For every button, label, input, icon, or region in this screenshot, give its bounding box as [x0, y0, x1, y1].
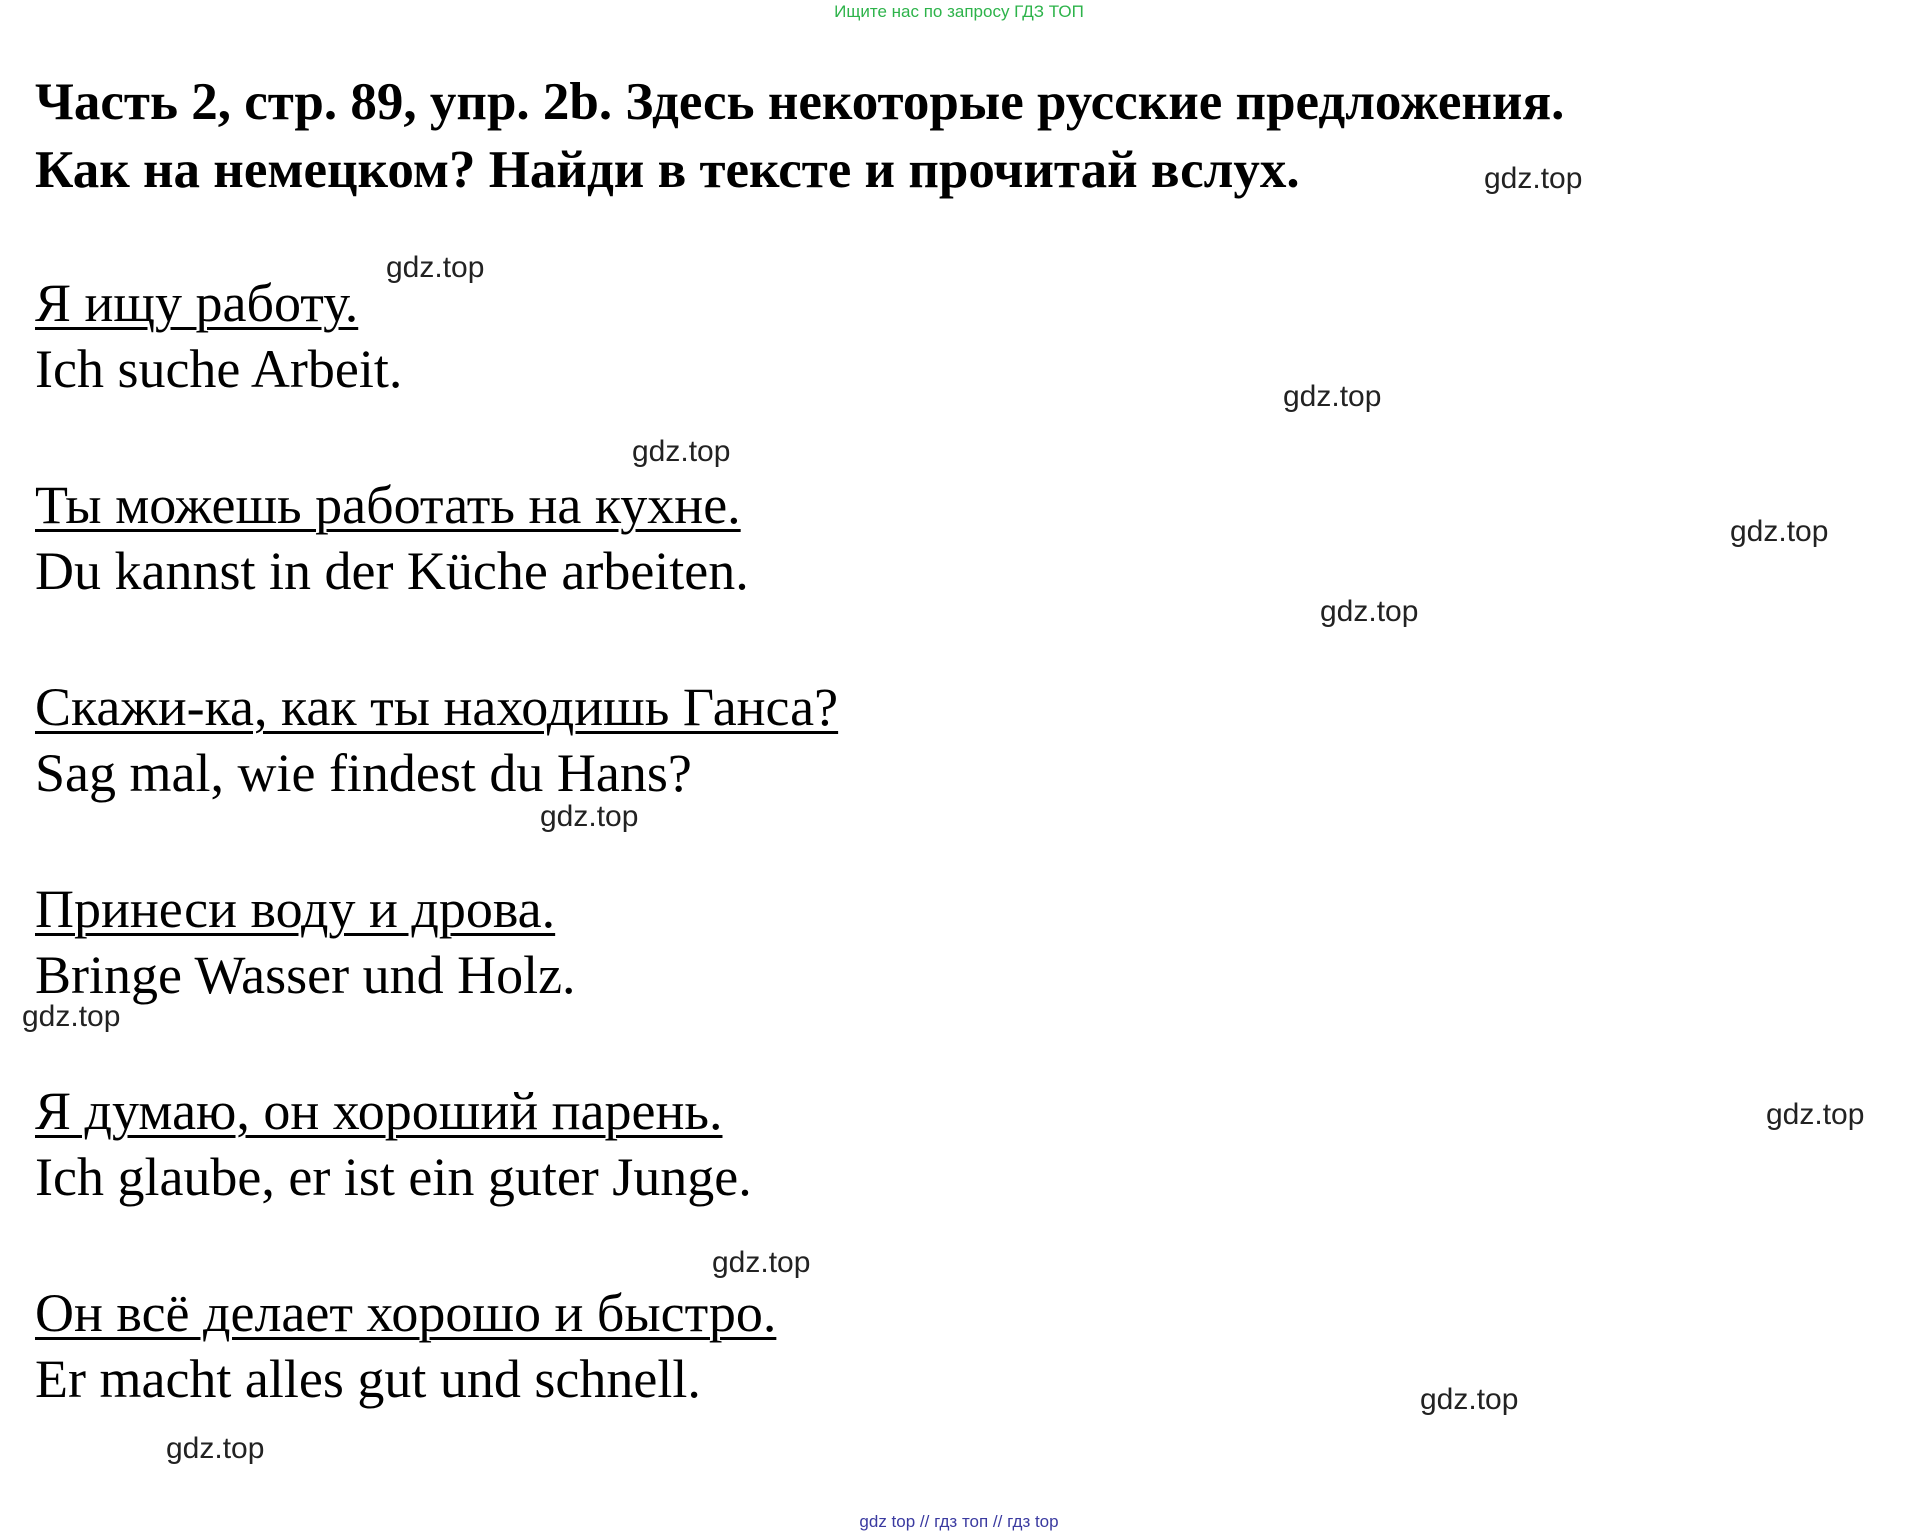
russian-sentence: Я думаю, он хороший парень.	[35, 1081, 723, 1141]
russian-sentence: Он всё делает хорошо и быстро.	[35, 1283, 777, 1343]
watermark: gdz.top	[166, 1432, 265, 1465]
russian-sentence: Ты можешь работать на кухне.	[35, 475, 741, 535]
watermark: gdz.top	[1766, 1098, 1865, 1131]
bottom-promo-text: gdz top // гдз топ // гдз top	[859, 1512, 1059, 1531]
sentence-pair-4	[35, 876, 576, 1008]
watermark: gdz.top	[22, 1000, 121, 1033]
german-translation: Bringe Wasser und Holz.	[35, 945, 576, 1005]
russian-sentence: Я ищу работу.	[35, 273, 359, 333]
watermark: gdz.top	[712, 1246, 811, 1279]
watermark: gdz.top	[1320, 595, 1419, 628]
watermark: gdz.top	[1283, 380, 1382, 413]
watermark: gdz.top	[1730, 515, 1829, 548]
sentence-pair-3	[35, 674, 838, 806]
watermark: gdz.top	[632, 435, 731, 468]
german-translation: Er macht alles gut und schnell.	[35, 1349, 701, 1409]
watermark: gdz.top	[386, 251, 485, 284]
heading-line-1: Часть 2, стр. 89, упр. 2b. Здесь некоторые русские предложения.	[35, 73, 1565, 131]
german-translation: Sag mal, wie findest du Hans?	[35, 743, 692, 803]
german-translation: Du kannst in der Küche arbeiten.	[35, 541, 749, 601]
sentence-pair-1	[35, 270, 402, 402]
german-translation: Ich suche Arbeit.	[35, 339, 403, 399]
sentence-pair-6	[35, 1280, 776, 1412]
heading-line-2: Как на немецком? Найди в тексте и прочитай вслух.	[35, 141, 1300, 199]
top-promo-text: Ищите нас по запросу ГДЗ ТОП	[834, 2, 1084, 21]
watermark: gdz.top	[1484, 162, 1583, 195]
sentence-pair-5	[35, 1078, 752, 1210]
russian-sentence: Принеси воду и дрова.	[35, 879, 556, 939]
watermark: gdz.top	[540, 800, 639, 833]
russian-sentence: Скажи-ка, как ты находишь Ганса?	[35, 677, 839, 737]
watermark: gdz.top	[1420, 1383, 1519, 1416]
sentence-pair-2	[35, 472, 749, 604]
exercise-heading	[35, 68, 1564, 204]
german-translation: Ich glaube, er ist ein guter Junge.	[35, 1147, 752, 1207]
